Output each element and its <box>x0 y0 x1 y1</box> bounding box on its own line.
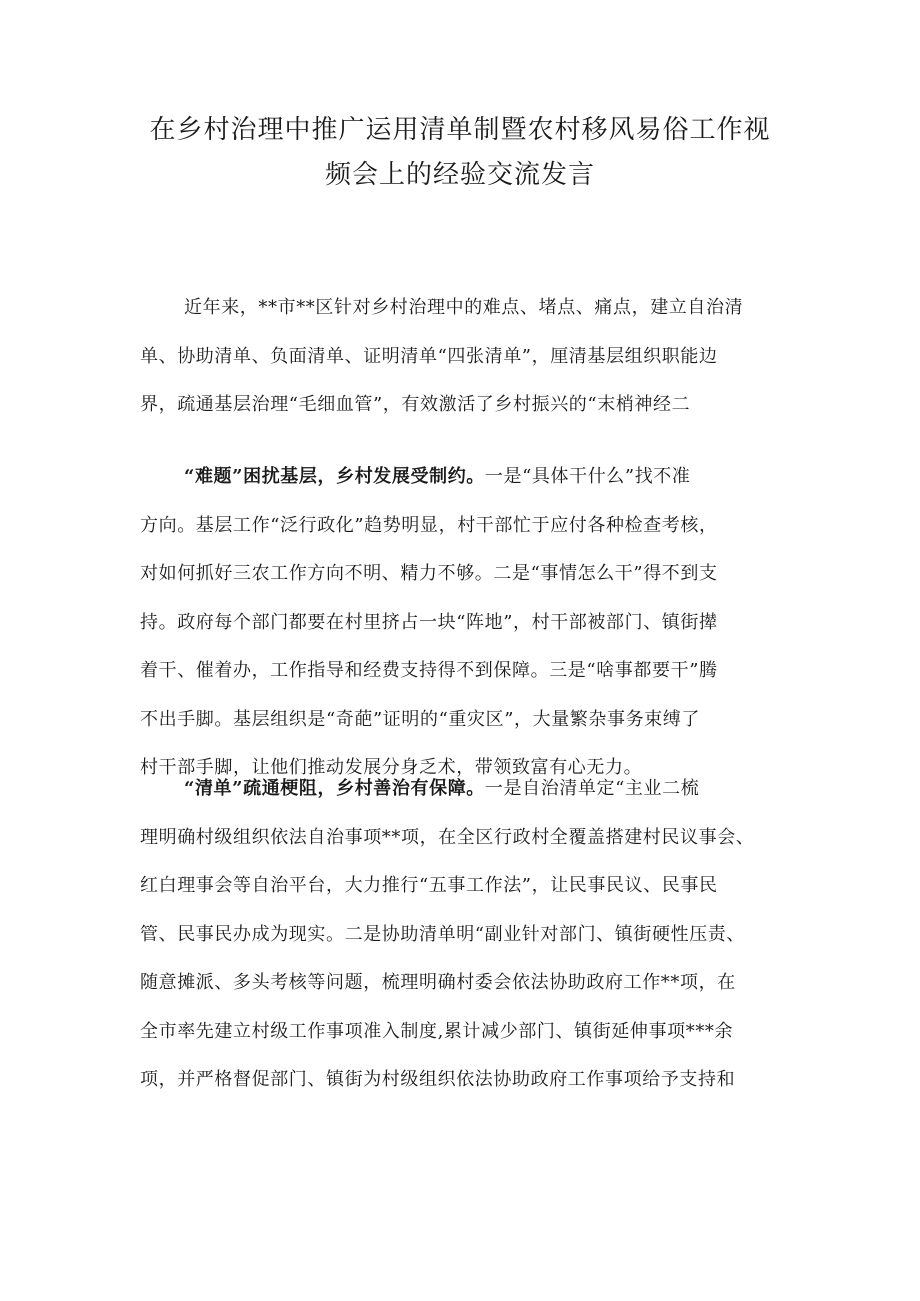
paragraph-line: 近年来，**市**区针对乡村治理中的难点、堵点、痛点，建立自治清 <box>184 297 744 318</box>
paragraph-line: 理明确村级组织依法自治事项**项，在全区行政村全覆盖搭建村民议事会、 <box>140 826 755 848</box>
paragraph-first-line <box>140 453 800 502</box>
paragraph-line: 全市率先建立村级工作事项准入制度,累计减少部门、镇街延伸事项***余 <box>140 1020 734 1042</box>
paragraph-lead-heading: “难题”困扰基层，乡村发展受制约。 <box>184 466 485 487</box>
paragraph-line: 界，疏通基层治理“毛细血管”，有效激活了乡村振兴的“末梢神经二 <box>140 394 691 415</box>
paragraph-line: 村干部手脚，让他们推动发展分身乏术，带领致富有心无力。 <box>140 757 643 778</box>
paragraph-line: 红白理事会等自治平台，大力推行“五事工作法”，让民事民议、民事民 <box>140 875 718 896</box>
title-line: 在乡村治理中推广运用清单制暨农村移风易俗工作视 <box>149 115 771 145</box>
paragraph-line: 对如何抓好三农工作方向不明、精力不够。二是“事情怎么干”得不到支 <box>140 563 718 584</box>
paragraph-line: 方向。基层工作“泛行政化”趋势明显，村干部忙于应付各种检查考核， <box>140 514 718 536</box>
paragraph-line: 管、民事民办成为现实。二是协助清单明“副业针对部门、镇街硬性压责、 <box>140 923 745 945</box>
paragraph-line: 不出手脚。基层组织是“奇葩”证明的“重灾区”，大量繁杂事务束缚了 <box>140 708 701 730</box>
paragraph-line: 项，并严格督促部门、镇街为村级组织依法协助政府工作事项给予支持和 <box>140 1069 736 1090</box>
paragraph-line: 单、协助清单、负面清单、证明清单“四张清单”，厘清基层组织职能边 <box>140 345 718 367</box>
paragraph-solutions <box>140 765 800 1105</box>
paragraph-first-line <box>140 765 800 814</box>
paragraph-lead-heading: “清单”疏通梗阻，乡村善治有保障。 <box>184 778 485 799</box>
paragraph-line: 持。政府每个部门都要在村里挤占一块“阵地”，村干部被部门、镇街撵 <box>140 611 718 633</box>
paragraph-problems <box>140 453 800 793</box>
paragraph-intro <box>140 284 800 430</box>
document-title <box>120 108 800 198</box>
paragraph-line: 随意摊派、多头考核等问题，梳理明确村委会依法协助政府工作**项，在 <box>140 972 736 993</box>
title-line: 频会上的经验交流发言 <box>324 160 595 190</box>
paragraph-first-line-text: 一是自治清单定“主业二梳 <box>484 778 700 799</box>
paragraph-line: 着干、催着办，工作指导和经费支持得不到保障。三是“啥事都要干”腾 <box>140 660 718 681</box>
paragraph-first-line-text: 一是“具体干什么”找不准 <box>484 466 691 487</box>
